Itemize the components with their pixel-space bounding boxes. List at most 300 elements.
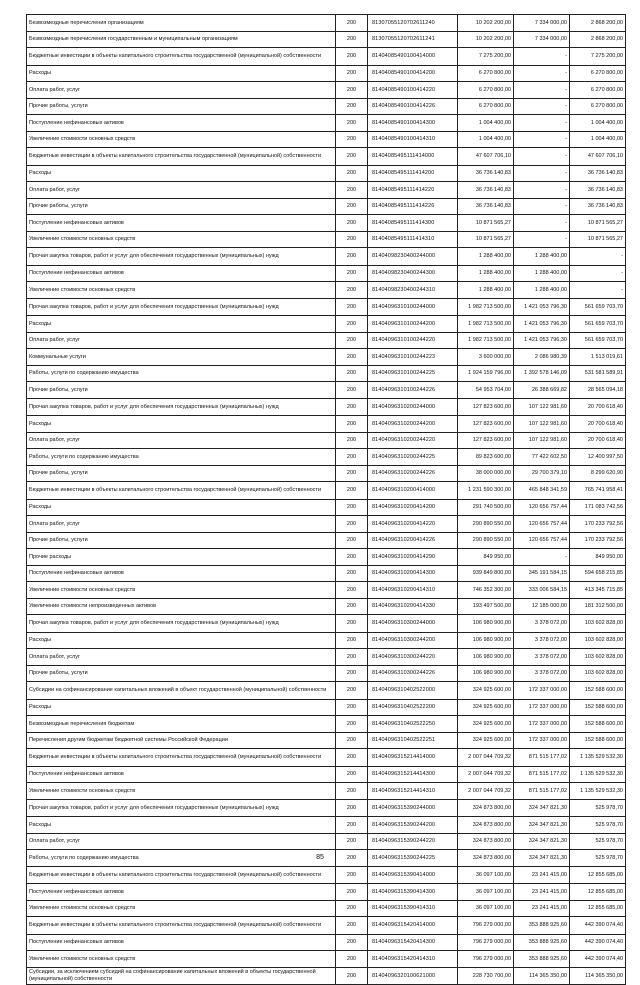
row-budget-classification-code: 81404096310200414226 xyxy=(368,532,458,549)
row-line-code: 200 xyxy=(336,699,368,716)
row-budget-classification-code: 81404085490100414226 xyxy=(368,98,458,115)
row-unexecuted-amount: 152 588 600,00 xyxy=(570,732,626,749)
row-budget-classification-code: 81404096310100244220 xyxy=(368,332,458,349)
table-row xyxy=(27,316,626,333)
row-name: Поступление нефинансовых активов xyxy=(27,565,336,582)
row-approved-amount: 2 007 044 709,32 xyxy=(458,783,514,800)
row-unexecuted-amount: 1 004 400,00 xyxy=(570,115,626,132)
row-name: Расходы xyxy=(27,165,336,182)
row-budget-classification-code: 81404096310200414000 xyxy=(368,482,458,500)
row-unexecuted-amount: 12 855 685,00 xyxy=(570,900,626,917)
table-row xyxy=(27,598,626,615)
table-row xyxy=(27,131,626,148)
row-executed-amount: 1 288 400,00 xyxy=(514,282,570,299)
row-approved-amount: 36 736 140,83 xyxy=(458,165,514,182)
row-approved-amount: 6 270 800,00 xyxy=(458,98,514,115)
row-approved-amount: 796 279 000,00 xyxy=(458,934,514,951)
row-approved-amount: 1 982 713 500,00 xyxy=(458,316,514,333)
row-budget-classification-code: 81404096310200414310 xyxy=(368,582,458,599)
table-row xyxy=(27,766,626,783)
row-line-code: 200 xyxy=(336,349,368,366)
row-executed-amount: 3 378 072,00 xyxy=(514,615,570,633)
row-unexecuted-amount: 442 390 074,40 xyxy=(570,917,626,935)
row-line-code: 200 xyxy=(336,598,368,615)
table-row xyxy=(27,82,626,99)
row-line-code: 200 xyxy=(336,298,368,316)
table-row xyxy=(27,749,626,767)
row-name: Оплата работ, услуг xyxy=(27,332,336,349)
row-executed-amount: 107 122 981,60 xyxy=(514,432,570,449)
row-unexecuted-amount: 1 513 019,61 xyxy=(570,349,626,366)
row-approved-amount: 796 279 000,00 xyxy=(458,951,514,968)
row-unexecuted-amount: 1 135 529 532,30 xyxy=(570,766,626,783)
row-budget-classification-code: 81404096310300244200 xyxy=(368,632,458,649)
row-line-code: 200 xyxy=(336,215,368,232)
row-name: Расходы xyxy=(27,316,336,333)
row-unexecuted-amount: 561 659 703,70 xyxy=(570,298,626,316)
row-line-code: 200 xyxy=(336,15,368,32)
row-approved-amount: 89 823 600,00 xyxy=(458,449,514,466)
row-unexecuted-amount: 36 736 140,83 xyxy=(570,165,626,182)
row-approved-amount: 36 736 140,83 xyxy=(458,182,514,199)
row-executed-amount: 120 656 757,44 xyxy=(514,532,570,549)
row-unexecuted-amount: 10 871 565,27 xyxy=(570,215,626,232)
row-executed-amount: - xyxy=(514,198,570,215)
row-approved-amount: 36 736 140,83 xyxy=(458,198,514,215)
row-name: Поступление нефинансовых активов xyxy=(27,766,336,783)
row-line-code: 200 xyxy=(336,934,368,951)
row-name: Прочая закупка товаров, работ и услуг для обеспечения государственных (муниципальных) нужд xyxy=(27,615,336,633)
row-executed-amount: 1 421 053 796,30 xyxy=(514,298,570,316)
row-unexecuted-amount: 1 135 529 532,30 xyxy=(570,783,626,800)
row-approved-amount: 127 823 600,00 xyxy=(458,432,514,449)
row-line-code: 200 xyxy=(336,365,368,382)
row-executed-amount: 172 337 000,00 xyxy=(514,716,570,733)
row-executed-amount: 172 337 000,00 xyxy=(514,699,570,716)
row-line-code: 200 xyxy=(336,382,368,399)
row-executed-amount: 1 288 400,00 xyxy=(514,265,570,282)
row-executed-amount: 120 656 757,44 xyxy=(514,516,570,533)
row-name: Увеличение стоимости основных средств xyxy=(27,231,336,248)
table-row xyxy=(27,398,626,416)
row-budget-classification-code: 81404096310300244000 xyxy=(368,615,458,633)
row-approved-amount: 10 871 565,27 xyxy=(458,231,514,248)
row-unexecuted-amount: 28 565 094,18 xyxy=(570,382,626,399)
row-line-code: 200 xyxy=(336,884,368,901)
row-executed-amount: 1 288 400,00 xyxy=(514,248,570,266)
row-executed-amount: 3 378 072,00 xyxy=(514,632,570,649)
row-line-code: 200 xyxy=(336,182,368,199)
row-budget-classification-code: 81307055120702611240 xyxy=(368,15,458,32)
row-budget-classification-code: 81404096310100244223 xyxy=(368,349,458,366)
row-line-code: 200 xyxy=(336,632,368,649)
row-unexecuted-amount: 36 736 140,83 xyxy=(570,182,626,199)
row-line-code: 200 xyxy=(336,115,368,132)
row-executed-amount: 107 122 981,60 xyxy=(514,416,570,433)
row-budget-classification-code: 81404096315214414310 xyxy=(368,783,458,800)
row-budget-classification-code: 81404085495111414220 xyxy=(368,182,458,199)
row-unexecuted-amount: 114 365 350,00 xyxy=(570,967,626,985)
row-line-code: 200 xyxy=(336,465,368,482)
row-executed-amount: 1 421 053 796,30 xyxy=(514,332,570,349)
table-row xyxy=(27,833,626,850)
table-row xyxy=(27,349,626,366)
row-executed-amount: 345 191 584,15 xyxy=(514,565,570,582)
row-name: Оплата работ, услуг xyxy=(27,833,336,850)
row-budget-classification-code: 81404098230400244310 xyxy=(368,282,458,299)
row-line-code: 200 xyxy=(336,248,368,266)
row-budget-classification-code: 81404096310402522200 xyxy=(368,699,458,716)
row-executed-amount: - xyxy=(514,48,570,66)
row-name: Бюджетные инвестиции в объекты капитального строительства государственной (муниципальной) собственности xyxy=(27,48,336,66)
row-line-code: 200 xyxy=(336,716,368,733)
table-row xyxy=(27,499,626,516)
table-row xyxy=(27,665,626,682)
row-budget-classification-code: 81404096315390414310 xyxy=(368,900,458,917)
table-row xyxy=(27,98,626,115)
row-approved-amount: 36 097 100,00 xyxy=(458,884,514,901)
row-approved-amount: 324 925 600,00 xyxy=(458,699,514,716)
row-name: Прочая закупка товаров, работ и услуг для обеспечения государственных (муниципальных) нужд xyxy=(27,248,336,266)
row-approved-amount: 127 823 600,00 xyxy=(458,398,514,416)
row-executed-amount: - xyxy=(514,231,570,248)
row-budget-classification-code: 81404096315390414000 xyxy=(368,866,458,884)
row-unexecuted-amount: 47 607 706,10 xyxy=(570,148,626,166)
row-executed-amount: 7 334 000,00 xyxy=(514,15,570,32)
row-line-code: 200 xyxy=(336,31,368,48)
row-unexecuted-amount: 170 233 792,56 xyxy=(570,532,626,549)
row-line-code: 200 xyxy=(336,416,368,433)
row-line-code: 200 xyxy=(336,532,368,549)
row-executed-amount: 871 515 177,02 xyxy=(514,749,570,767)
row-executed-amount: - xyxy=(514,215,570,232)
row-name: Работы, услуги по содержанию имущества xyxy=(27,365,336,382)
row-approved-amount: 290 890 550,00 xyxy=(458,532,514,549)
row-budget-classification-code: 81404096310100244000 xyxy=(368,298,458,316)
table-row xyxy=(27,516,626,533)
row-executed-amount: 120 656 757,44 xyxy=(514,499,570,516)
row-approved-amount: 193 497 500,00 xyxy=(458,598,514,615)
table-row xyxy=(27,817,626,834)
row-executed-amount: 172 337 000,00 xyxy=(514,682,570,700)
row-name: Поступление нефинансовых активов xyxy=(27,115,336,132)
row-budget-classification-code: 81404085490100414310 xyxy=(368,131,458,148)
row-executed-amount: 23 241 415,00 xyxy=(514,900,570,917)
row-executed-amount: 353 888 925,60 xyxy=(514,917,570,935)
table-row xyxy=(27,482,626,500)
row-unexecuted-amount: 7 275 200,00 xyxy=(570,48,626,66)
row-executed-amount: 353 888 925,60 xyxy=(514,951,570,968)
row-line-code: 200 xyxy=(336,48,368,66)
row-name: Прочая закупка товаров, работ и услуг для обеспечения государственных (муниципальных) нужд xyxy=(27,298,336,316)
row-unexecuted-amount: 20 700 618,40 xyxy=(570,416,626,433)
row-name: Расходы xyxy=(27,699,336,716)
row-budget-classification-code: 81404096315390244225 xyxy=(368,850,458,867)
row-unexecuted-amount: 849 950,00 xyxy=(570,549,626,566)
row-approved-amount: 106 980 900,00 xyxy=(458,632,514,649)
row-line-code: 200 xyxy=(336,582,368,599)
table-row xyxy=(27,967,626,985)
row-line-code: 200 xyxy=(336,131,368,148)
row-line-code: 200 xyxy=(336,482,368,500)
row-approved-amount: 10 871 565,27 xyxy=(458,215,514,232)
row-budget-classification-code: 81404096310200414330 xyxy=(368,598,458,615)
table-row xyxy=(27,549,626,566)
row-line-code: 200 xyxy=(336,231,368,248)
row-name: Увеличение стоимости основных средств xyxy=(27,582,336,599)
table-row xyxy=(27,282,626,299)
row-approved-amount: 54 953 704,00 xyxy=(458,382,514,399)
row-name: Субсидии, за исключением субсидий на софинансирование капитальных вложений в объекты государственной (муниципальной) собственности xyxy=(27,967,336,985)
row-budget-classification-code: 81404096315390244200 xyxy=(368,817,458,834)
row-line-code: 200 xyxy=(336,265,368,282)
row-unexecuted-amount: 36 736 140,83 xyxy=(570,198,626,215)
row-unexecuted-amount: 12 855 685,00 xyxy=(570,866,626,884)
row-unexecuted-amount: 1 004 400,00 xyxy=(570,131,626,148)
row-unexecuted-amount: 6 270 800,00 xyxy=(570,82,626,99)
row-name: Расходы xyxy=(27,632,336,649)
row-executed-amount: - xyxy=(514,65,570,82)
row-line-code: 200 xyxy=(336,917,368,935)
table-row xyxy=(27,884,626,901)
row-unexecuted-amount: 20 700 618,40 xyxy=(570,432,626,449)
row-name: Увеличение стоимости основных средств xyxy=(27,783,336,800)
table-row xyxy=(27,298,626,316)
row-unexecuted-amount: 171 083 742,56 xyxy=(570,499,626,516)
row-unexecuted-amount: 6 270 800,00 xyxy=(570,65,626,82)
table-row xyxy=(27,215,626,232)
row-approved-amount: 939 849 800,00 xyxy=(458,565,514,582)
row-unexecuted-amount: 103 602 828,00 xyxy=(570,665,626,682)
row-approved-amount: 324 873 800,00 xyxy=(458,833,514,850)
row-executed-amount: - xyxy=(514,148,570,166)
row-budget-classification-code: 81404096310200244000 xyxy=(368,398,458,416)
row-line-code: 200 xyxy=(336,967,368,985)
row-budget-classification-code: 81404096310300244226 xyxy=(368,665,458,682)
row-unexecuted-amount: 152 588 600,00 xyxy=(570,682,626,700)
row-budget-classification-code: 81404085490100414300 xyxy=(368,115,458,132)
row-approved-amount: 1 288 400,00 xyxy=(458,248,514,266)
row-executed-amount: 1 421 053 796,30 xyxy=(514,316,570,333)
row-name: Расходы xyxy=(27,65,336,82)
row-unexecuted-amount: 12 855 685,00 xyxy=(570,884,626,901)
table-row xyxy=(27,716,626,733)
row-budget-classification-code: 81404096310200244226 xyxy=(368,465,458,482)
row-line-code: 200 xyxy=(336,951,368,968)
row-approved-amount: 7 275 200,00 xyxy=(458,48,514,66)
row-budget-classification-code: 81404085495111414000 xyxy=(368,148,458,166)
row-budget-classification-code: 81404096315420414300 xyxy=(368,934,458,951)
row-approved-amount: 6 270 800,00 xyxy=(458,65,514,82)
row-budget-classification-code: 81404096310200244220 xyxy=(368,432,458,449)
row-approved-amount: 228 730 700,00 xyxy=(458,967,514,985)
row-approved-amount: 291 740 500,00 xyxy=(458,499,514,516)
row-unexecuted-amount: 561 659 703,70 xyxy=(570,316,626,333)
row-approved-amount: 324 873 800,00 xyxy=(458,850,514,867)
row-executed-amount: 333 006 584,15 xyxy=(514,582,570,599)
row-executed-amount: 77 422 602,50 xyxy=(514,449,570,466)
row-executed-amount: - xyxy=(514,115,570,132)
table-row xyxy=(27,532,626,549)
row-executed-amount: 324 347 821,30 xyxy=(514,817,570,834)
row-approved-amount: 1 924 159 796,00 xyxy=(458,365,514,382)
row-executed-amount: 324 347 821,30 xyxy=(514,799,570,817)
row-executed-amount: 23 241 415,00 xyxy=(514,866,570,884)
row-approved-amount: 1 231 590 300,00 xyxy=(458,482,514,500)
row-budget-classification-code: 81404085495111414200 xyxy=(368,165,458,182)
row-line-code: 200 xyxy=(336,900,368,917)
row-executed-amount: 2 086 980,39 xyxy=(514,349,570,366)
table-row xyxy=(27,615,626,633)
row-name: Поступление нефинансовых активов xyxy=(27,215,336,232)
row-approved-amount: 849 950,00 xyxy=(458,549,514,566)
row-unexecuted-amount: 531 581 589,91 xyxy=(570,365,626,382)
row-unexecuted-amount: 525 978,70 xyxy=(570,833,626,850)
row-unexecuted-amount: 6 270 800,00 xyxy=(570,98,626,115)
row-executed-amount: 12 185 000,00 xyxy=(514,598,570,615)
row-budget-classification-code: 81404096310200244225 xyxy=(368,449,458,466)
budget-execution-table xyxy=(26,14,626,985)
table-row xyxy=(27,332,626,349)
row-line-code: 200 xyxy=(336,665,368,682)
table-body xyxy=(27,15,626,985)
row-executed-amount: - xyxy=(514,131,570,148)
row-budget-classification-code: 81404096310200244200 xyxy=(368,416,458,433)
row-unexecuted-amount: 181 312 500,00 xyxy=(570,598,626,615)
row-executed-amount: 871 515 177,02 xyxy=(514,783,570,800)
row-budget-classification-code: 81404096310402522000 xyxy=(368,682,458,700)
row-name: Коммунальные услуги xyxy=(27,349,336,366)
table-row xyxy=(27,565,626,582)
row-line-code: 200 xyxy=(336,316,368,333)
row-unexecuted-amount: 20 700 618,40 xyxy=(570,398,626,416)
row-executed-amount: 1 392 578 146,09 xyxy=(514,365,570,382)
row-budget-classification-code: 81404096315390244000 xyxy=(368,799,458,817)
table-row xyxy=(27,783,626,800)
row-executed-amount: 465 848 341,59 xyxy=(514,482,570,500)
row-budget-classification-code: 81404096310402522251 xyxy=(368,732,458,749)
row-approved-amount: 3 600 000,00 xyxy=(458,349,514,366)
row-executed-amount: 114 365 350,00 xyxy=(514,967,570,985)
row-line-code: 200 xyxy=(336,682,368,700)
row-name: Работы, услуги по содержанию имущества xyxy=(27,449,336,466)
row-name: Субсидии на софинансирование капитальных вложений в объект государственной (муниципальной) собственности xyxy=(27,682,336,700)
row-approved-amount: 127 823 600,00 xyxy=(458,416,514,433)
table-row xyxy=(27,934,626,951)
row-name: Бюджетные инвестиции в объекты капитального строительства государственной (муниципальной) собственности xyxy=(27,866,336,884)
row-approved-amount: 36 097 100,00 xyxy=(458,866,514,884)
row-name: Бюджетные инвестиции в объекты капитального строительства государственной (муниципальной) собственности xyxy=(27,148,336,166)
row-line-code: 200 xyxy=(336,332,368,349)
row-budget-classification-code: 81404096315214414300 xyxy=(368,766,458,783)
row-budget-classification-code: 81404085495111414226 xyxy=(368,198,458,215)
row-approved-amount: 36 097 100,00 xyxy=(458,900,514,917)
row-executed-amount: 26 388 669,82 xyxy=(514,382,570,399)
table-row xyxy=(27,382,626,399)
row-budget-classification-code: 81404096315420414310 xyxy=(368,951,458,968)
row-name: Поступление нефинансовых активов xyxy=(27,934,336,951)
row-approved-amount: 324 925 600,00 xyxy=(458,732,514,749)
table-row xyxy=(27,449,626,466)
row-executed-amount: 23 241 415,00 xyxy=(514,884,570,901)
row-budget-classification-code: 81404098230400244000 xyxy=(368,248,458,266)
row-executed-amount: - xyxy=(514,98,570,115)
row-name: Прочие работы, услуги xyxy=(27,465,336,482)
row-line-code: 200 xyxy=(336,516,368,533)
table-row xyxy=(27,866,626,884)
row-unexecuted-amount: 525 978,70 xyxy=(570,817,626,834)
table-row xyxy=(27,682,626,700)
table-row xyxy=(27,31,626,48)
row-unexecuted-amount: 442 390 074,40 xyxy=(570,951,626,968)
row-approved-amount: 324 925 600,00 xyxy=(458,682,514,700)
row-name: Прочие работы, услуги xyxy=(27,98,336,115)
table-row xyxy=(27,198,626,215)
row-approved-amount: 47 607 706,10 xyxy=(458,148,514,166)
table-row xyxy=(27,165,626,182)
row-name: Оплата работ, услуг xyxy=(27,649,336,666)
table-row xyxy=(27,951,626,968)
row-unexecuted-amount: 8 299 620,90 xyxy=(570,465,626,482)
table-row xyxy=(27,799,626,817)
row-line-code: 200 xyxy=(336,783,368,800)
row-approved-amount: 106 980 900,00 xyxy=(458,649,514,666)
row-approved-amount: 38 000 000,00 xyxy=(458,465,514,482)
row-name: Оплата работ, услуг xyxy=(27,82,336,99)
row-budget-classification-code: 81404096315214414000 xyxy=(368,749,458,767)
row-name: Расходы xyxy=(27,817,336,834)
table-row xyxy=(27,432,626,449)
row-executed-amount: 3 378 072,00 xyxy=(514,649,570,666)
row-budget-classification-code: 81404098230400244300 xyxy=(368,265,458,282)
row-name: Расходы xyxy=(27,499,336,516)
row-name: Прочие работы, услуги xyxy=(27,198,336,215)
table-row xyxy=(27,699,626,716)
row-approved-amount: 2 007 044 709,32 xyxy=(458,749,514,767)
row-name: Бюджетные инвестиции в объекты капитального строительства государственной (муниципальной) собственности xyxy=(27,749,336,767)
table-row xyxy=(27,732,626,749)
row-unexecuted-amount: 561 659 703,70 xyxy=(570,332,626,349)
row-unexecuted-amount: 594 658 215,85 xyxy=(570,565,626,582)
row-executed-amount: 3 378 072,00 xyxy=(514,665,570,682)
row-budget-classification-code: 81404096310100244225 xyxy=(368,365,458,382)
row-budget-classification-code: 81404096310200414220 xyxy=(368,516,458,533)
row-budget-classification-code: 81404096315420414000 xyxy=(368,917,458,935)
row-line-code: 200 xyxy=(336,850,368,867)
row-executed-amount: 172 337 000,00 xyxy=(514,732,570,749)
row-approved-amount: 1 982 713 500,00 xyxy=(458,298,514,316)
row-approved-amount: 10 202 200,00 xyxy=(458,31,514,48)
row-unexecuted-amount: 10 871 565,27 xyxy=(570,231,626,248)
row-line-code: 200 xyxy=(336,749,368,767)
row-approved-amount: 106 980 900,00 xyxy=(458,615,514,633)
row-executed-amount: 324 347 821,30 xyxy=(514,833,570,850)
row-unexecuted-amount: 525 978,70 xyxy=(570,799,626,817)
row-name: Работы, услуги по содержанию имущества xyxy=(27,850,336,867)
row-line-code: 200 xyxy=(336,766,368,783)
row-line-code: 200 xyxy=(336,398,368,416)
row-unexecuted-amount: - xyxy=(570,282,626,299)
row-name: Прочая закупка товаров, работ и услуг для обеспечения государственных (муниципальных) нужд xyxy=(27,799,336,817)
row-executed-amount: 871 515 177,02 xyxy=(514,766,570,783)
table-row xyxy=(27,365,626,382)
row-budget-classification-code: 81404096315390414300 xyxy=(368,884,458,901)
page-number: 85 xyxy=(316,854,324,861)
table-row xyxy=(27,632,626,649)
row-approved-amount: 796 279 000,00 xyxy=(458,917,514,935)
row-line-code: 200 xyxy=(336,449,368,466)
table-row xyxy=(27,15,626,32)
